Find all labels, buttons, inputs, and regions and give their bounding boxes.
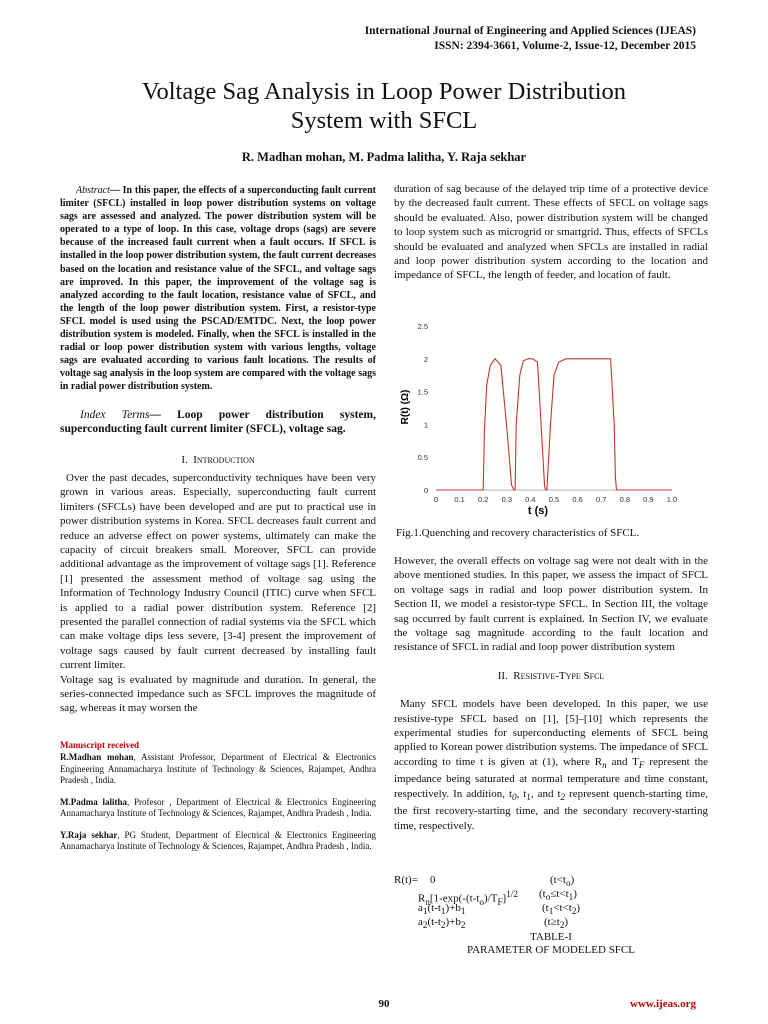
table-1-heading [394,931,708,958]
intro-paragraph-1: Over the past decades, superconductivity techniques have been very grown in various areas. Especially, superconducting fault current limiters (SFCLs) have been developed and are put to practical use in power distribution systems in Korea. SFCL decreases fault current and reduce an adverse effect on power systems, ultimately can make the capacity of circuit breakers small. Moreover, SFCL can provide additional advantage as the improvement of voltage sags [1]. Reference [1] presented the assessment method of voltage sag using the Information of Technology Industry Council (ITIC) curve when SFCL is applied to a radial power distribution system. Reference [2] presented the parallel connection of radial systems via the SFCL which can make voltage dips less severe, [3-4] present the improvement of voltage sags caused by fault current decreased by installing fault current limiter. [60,471,376,672]
section-2-heading [394,669,708,683]
right-column-top [394,182,708,283]
title-line-1: Voltage Sag Analysis in Loop Power Distribution [141,78,627,105]
figure-1-caption: Fig.1.Quenching and recovery characteristics of SFCL. [396,527,640,539]
right-paragraph-3: Many SFCL models have been developed. In this paper, we use resistive-type SFCL based on [1], [5]–[10] which represents the experimental studies for superconducting elements of SFCL being applied to Korean power distribution systems. The impedance of SFCL according to time t is given at (1), where $R_n$ and $T_F$ represent the impedance being saturated at normal temperature and time constant, respectively. In addition, $t_0$, $t_1$, and $t_2$ represent quench-starting time, the first recovery-starting time, and the secondary recovery-starting time, respectively. [394,698,709,832]
journal-url[interactable]: www.ijeas.org [630,998,696,1010]
abstract [60,184,376,394]
equation-1 [394,874,708,930]
equation-row-4-expr: $a_2(t-t_2)+b_2$ [418,916,466,931]
abstract-text: — In this paper, the effects of a superconducting fault current limiter (SFCL) installed in loop power distribution systems on voltage sags are assessed and analyzed. The power distribution system will be operated to a type of loop. In this case, voltage drops (sags) are severe because of the increased fault current when a fault occurs. If SFCL is installed in the loop power distribution system, the fault current decreases based on the location and resistance value of the SFCL, and voltage sags are improved. In this paper, the improvement of the voltage sag is analyzed according to the fault location, resistance value of SFCL, and the length of the loop power distribution system. First, a resistor-type SFCL model is used using the PSCAD/EMTDC. Next, the loop power distribution system is modeled. Finally, when the SFCL is installed in the radial or loop power distribution system with various lengths, voltage sags are evaluated according to various fault locations. The results of voltage sag analysis in the loop system are compared with the voltage sags in radial power distribution system. [60,185,376,393]
x-tick-label-2: 0.2 [477,495,489,504]
affiliation-2-name: M.Padma lalitha [60,796,128,807]
x-tick-label-9: 0.9 [643,495,654,504]
affiliation-3-name: Y.Raja sekhar [60,829,118,840]
section-1-title: Introduction [193,453,255,466]
paper-title [60,77,708,135]
equation-lhs: R(t)= [394,874,418,886]
section-1-heading [60,453,376,467]
table-1-title: TABLE-I [530,931,572,943]
x-tick-label-7: 0.7 [595,495,607,504]
index-terms [60,408,376,437]
title-line-2: System with SFCL [290,107,478,134]
y-tick-label-1: 0.5 [417,453,428,463]
affiliation-2 [60,797,376,820]
affiliations-block [60,738,376,853]
authors: R. Madhan mohan, M. Padma lalitha, Y. Raja sekhar [241,150,527,164]
equation-row-1-cond: $(t<t_o)$ [550,874,575,889]
chart-series [436,359,672,490]
left-column [60,184,376,853]
table-1-subtitle: PARAMETER OF MODELED SFCL [467,944,635,957]
equation-row-3-expr: $a_1(t-t_1)+b_1$ [418,902,466,917]
chart-x-ticks [434,495,677,504]
section-2-title: Resistive-Type Sfcl [513,669,605,682]
affiliation-1 [60,752,376,787]
equation-row-3-cond: $(t_1<t<t_2)$ [542,902,581,917]
x-tick-label-10: 1.0 [666,495,678,504]
section-2-number: II. [497,669,508,682]
affiliation-1-name: R.Madhan mohan [60,752,134,763]
intro-paragraph-2: Voltage sag is evaluated by magnitude and duration. In general, the series-connected impedance such as SFCL improves the magnitude of sag, whereas it may worsen the [60,673,376,715]
x-tick-label-4: 0.4 [525,495,536,504]
x-tick-label-8: 0.8 [619,495,631,504]
y-tick-label-2: 1 [423,420,428,430]
series-line-0 [436,359,672,490]
x-tick-label-5: 0.5 [548,495,560,504]
y-tick-label-5: 2.5 [417,322,428,331]
right-column-middle [394,554,708,833]
affiliation-2-text: , Profesor , Department of Electrical & Electronics Engineering Annamacharya Institute of Technology & Sciences, Rajampet, Andhra Pradesh , India. [60,796,377,819]
affiliation-3 [60,830,376,853]
chart-x-axis-label: t (s) [527,505,549,517]
equation-row-1-expr: 0 [430,874,436,886]
chart-y-axis-label: R(t) (Ω) [400,389,411,425]
y-tick-label-0: 0 [423,486,428,495]
right-paragraph-2: However, the overall effects on voltage sag were not dealt with in the above mentioned studies. In this paper, we assess the impact of SFCL on voltage sags in radial and loop power distribution system. In Section II, we model a resistor-type SFCL. In Section III, the voltage sag occurred by fault current is explained. In Section IV, we evaluate the voltage sag magnitude according to the fault location and resistance of SFCL in radial and loop power distribution system [394,555,708,654]
y-tick-label-3: 1.5 [417,387,428,397]
figure-1-chart [394,312,694,518]
index-terms-text: — Loop power distribution system, superconducting fault current limiter (SFCL), voltage sag. [60,408,376,435]
y-tick-label-4: 2 [423,354,428,364]
right-paragraph-1: duration of sag because of the delayed trip time of a protective device by the decreased fault current. These effects of SFCL on voltage sags should be evaluated. Also, power distribution system will be changed to loop system such as microgrid or smartgrid. Thus, effects of SFCLs should be evaluated and analyzed when SFCLs are installed in radial and loop power distribution system according to the location and impedance of SFCL, the length of feeder, and location of fault. [394,183,708,282]
x-tick-label-3: 0.3 [501,495,513,504]
journal-header [365,24,696,54]
x-tick-label-0: 0 [433,495,439,504]
equation-row-2-expr: $R_n[1-\exp(-(t-t_o)/T_F]^{1/2}$ [418,889,518,907]
x-tick-label-6: 0.6 [572,495,583,504]
x-tick-label-1: 0.1 [454,495,465,504]
affiliation-3-text: , PG Student, Department of Electrical & Electronics Engineering Annamacharya Institute of Technology & Sciences, Rajampet, Andhra Pradesh , India. [60,829,376,852]
manuscript-received: Manuscript received [60,739,140,750]
equation-row-2-cond: $(t_o\le t<t_1)$ [539,888,577,903]
section-1-number: I. [181,453,188,466]
abstract-label: Abstract [76,185,110,196]
equation-row-4-cond: $(t\ge t_2)$ [544,916,569,931]
affiliation-1-text: , Assistant Professor, Department of Electrical & Electronics Engineering Annamacharya Institute of Technology & Sciences, Rajampet, Andhra Pradesh , India. [60,752,376,786]
journal-name: International Journal of Engineering and Applied Sciences (IJEAS) [364,25,696,37]
page-number: 90 [378,998,390,1010]
chart-y-ticks [418,322,428,495]
journal-issn: ISSN: 2394-3661, Volume-2, Issue-12, December 2015 [434,40,696,52]
index-terms-label: Index Terms [80,408,150,421]
